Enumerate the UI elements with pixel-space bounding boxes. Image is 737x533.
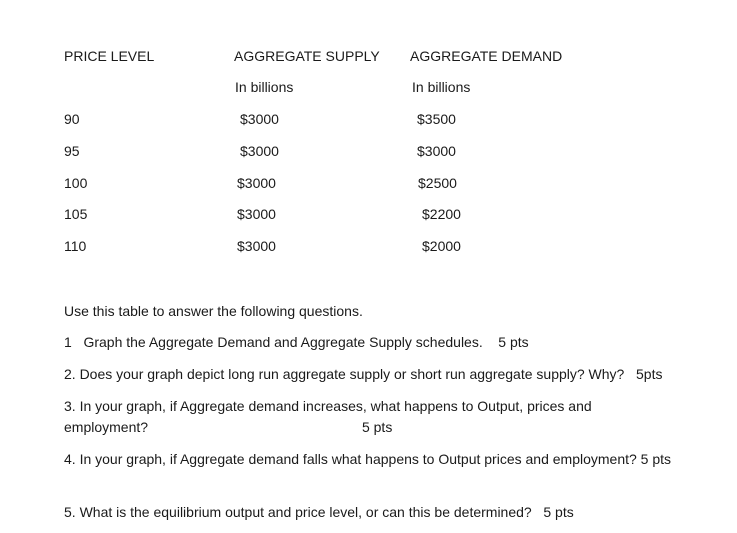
demand-units: In billions — [412, 79, 471, 95]
table-cell-supply: $3000 — [237, 206, 276, 222]
question-3: 3. In your graph, if Aggregate demand increases, what happens to Output, prices and employment? 5 pts — [64, 398, 596, 435]
table-cell-demand: $2500 — [418, 175, 457, 191]
table-cell-demand: $2000 — [422, 238, 461, 254]
supply-units: In billions — [235, 79, 294, 95]
header-price-level: PRICE LEVEL — [64, 48, 155, 64]
table-cell-price: 95 — [64, 143, 80, 159]
question-2: 2. Does your graph depict long run aggregate supply or short run aggregate supply? Why? 5pts — [64, 366, 663, 382]
table-cell-supply: $3000 — [237, 238, 276, 254]
table-cell-demand: $3500 — [417, 111, 456, 127]
table-cell-demand: $2200 — [422, 206, 461, 222]
table-cell-demand: $3000 — [417, 143, 456, 159]
header-aggregate-demand: AGGREGATE DEMAND — [410, 48, 563, 64]
table-cell-price: 105 — [64, 206, 88, 222]
question-1: 1 Graph the Aggregate Demand and Aggregate Supply schedules. 5 pts — [64, 334, 529, 350]
instructions-text: Use this table to answer the following questions. — [64, 303, 363, 319]
table-cell-price: 110 — [64, 238, 87, 254]
header-aggregate-supply: AGGREGATE SUPPLY — [234, 48, 380, 64]
question-5: 5. What is the equilibrium output and price level, or can this be determined? 5 pts — [64, 504, 574, 520]
table-cell-supply: $3000 — [240, 143, 279, 159]
table-cell-supply: $3000 — [240, 111, 279, 127]
table-cell-supply: $3000 — [237, 175, 276, 191]
question-4: 4. In your graph, if Aggregate demand falls what happens to Output prices and employment? 5 pts — [64, 451, 672, 467]
table-cell-price: 90 — [64, 111, 80, 127]
table-cell-price: 100 — [64, 175, 88, 191]
